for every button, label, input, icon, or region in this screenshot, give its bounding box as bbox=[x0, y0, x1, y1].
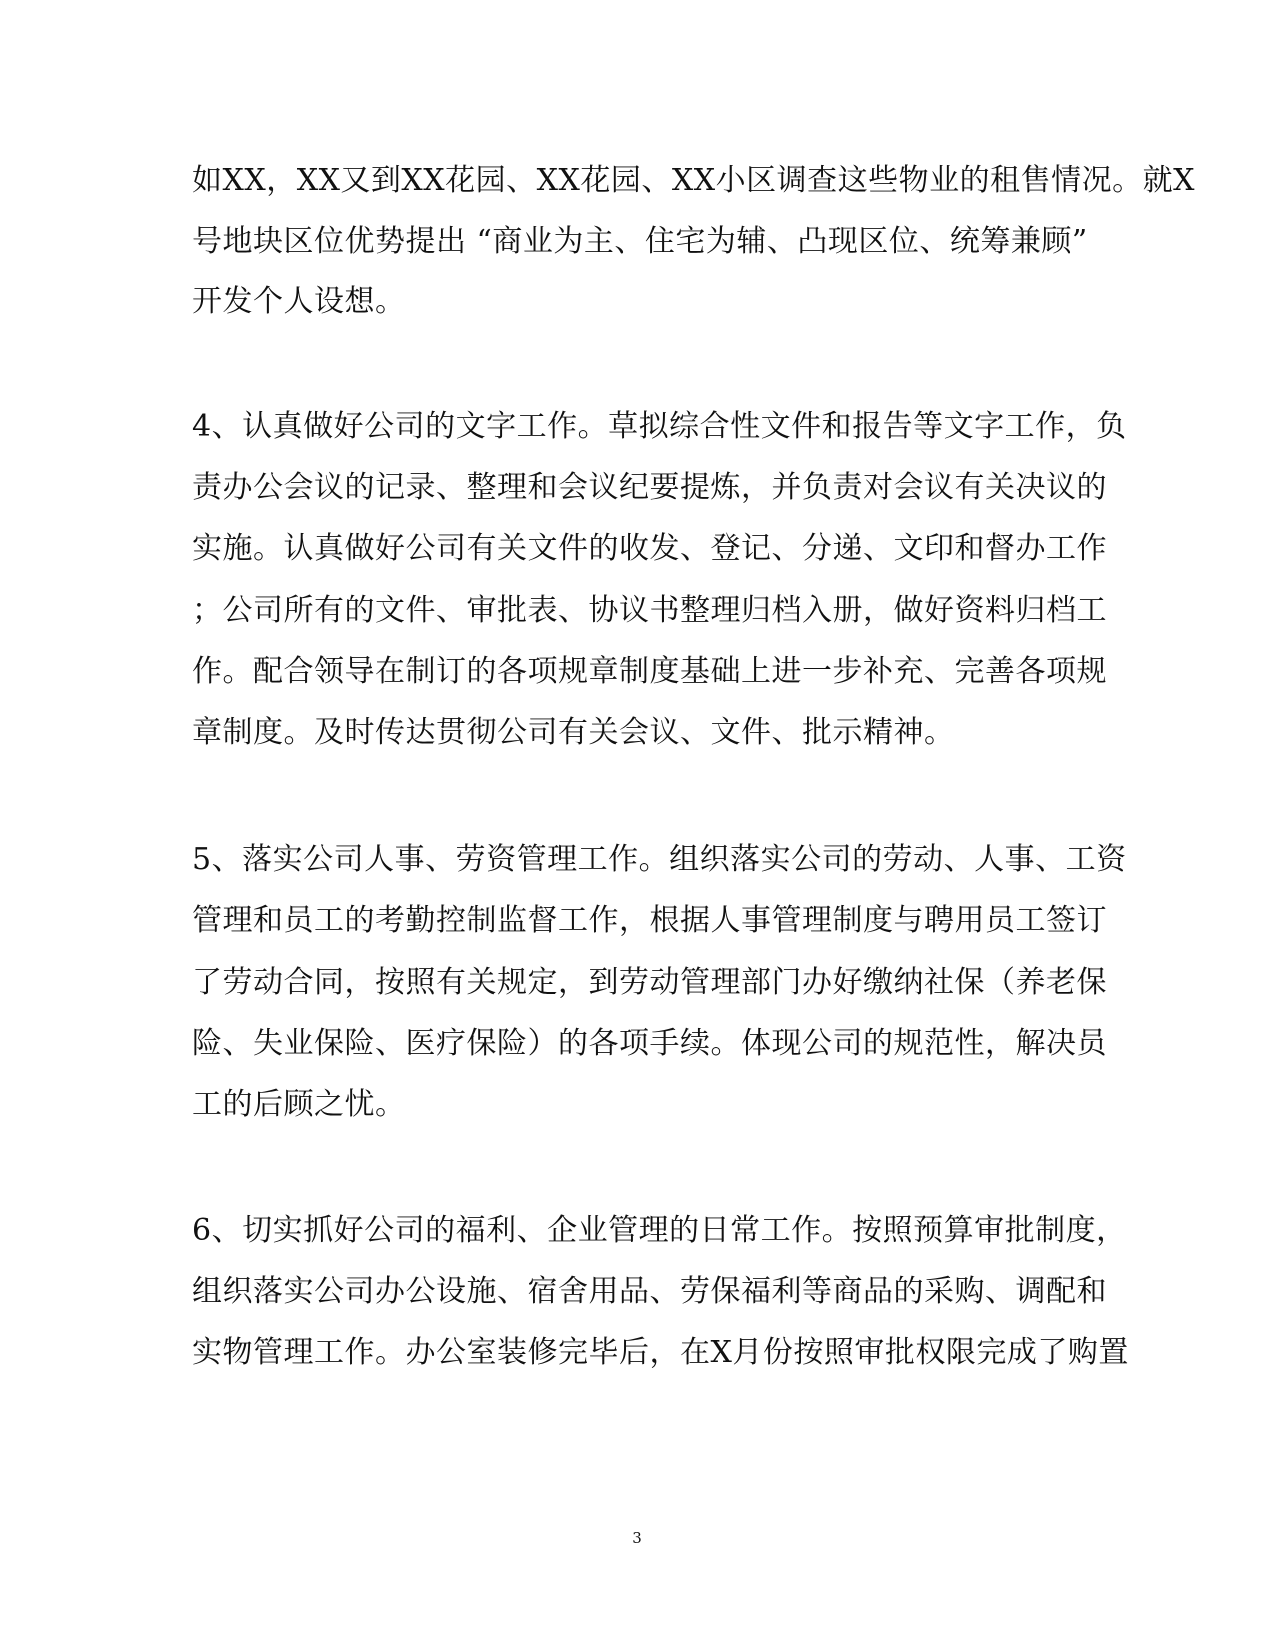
paragraph-3-line-1: 5、落实公司人事、劳资管理工作。组织落实公司的劳动、人事、工资 bbox=[192, 842, 1127, 877]
paragraph-2-line-2: 责办公会议的记录、整理和会议纪要提炼，并负责对会议有关决议的 bbox=[192, 470, 1107, 505]
paragraph-2-line-5: 作。配合领导在制订的各项规章制度基础上进一步补充、完善各项规 bbox=[192, 654, 1107, 689]
paragraph-1-line-2: 号地块区位优势提出 “商业为主、住宅为辅、凸现区位、统筹兼顾” bbox=[192, 224, 1088, 259]
paragraph-4-line-3: 实物管理工作。办公室装修完毕后，在X月份按照审批权限完成了购置 bbox=[192, 1335, 1129, 1370]
paragraph-4-line-1: 6、切实抓好公司的福利、企业管理的日常工作。按照预算审批制度， bbox=[192, 1213, 1127, 1248]
page-number: 3 bbox=[632, 1529, 642, 1547]
paragraph-3-line-4: 险、失业保险、医疗保险）的各项手续。体现公司的规范性，解决员 bbox=[192, 1026, 1107, 1061]
paragraph-1-line-1: 如XX，XX又到XX花园、XX花园、XX小区调查这些物业的租售情况。就X bbox=[192, 163, 1195, 198]
paragraph-2-line-3: 实施。认真做好公司有关文件的收发、登记、分递、文印和督办工作 bbox=[192, 531, 1107, 566]
paragraph-2-line-1: 4、认真做好公司的文字工作。草拟综合性文件和报告等文字工作，负 bbox=[192, 409, 1127, 444]
paragraph-4-line-2: 组织落实公司办公设施、宿舍用品、劳保福利等商品的采购、调配和 bbox=[192, 1274, 1107, 1309]
paragraph-2-line-6: 章制度。及时传达贯彻公司有关会议、文件、批示精神。 bbox=[192, 715, 955, 750]
paragraph-3-line-2: 管理和员工的考勤控制监督工作，根据人事管理制度与聘用员工签订 bbox=[192, 903, 1107, 938]
paragraph-3-line-3: 了劳动合同，按照有关规定，到劳动管理部门办好缴纳社保（养老保 bbox=[192, 965, 1107, 1000]
paragraph-2-line-4: ；公司所有的文件、审批表、协议书整理归档入册，做好资料归档工 bbox=[192, 593, 1107, 628]
paragraph-3-line-5: 工的后顾之忧。 bbox=[192, 1087, 406, 1122]
paragraph-1-line-3: 开发个人设想。 bbox=[192, 284, 406, 319]
